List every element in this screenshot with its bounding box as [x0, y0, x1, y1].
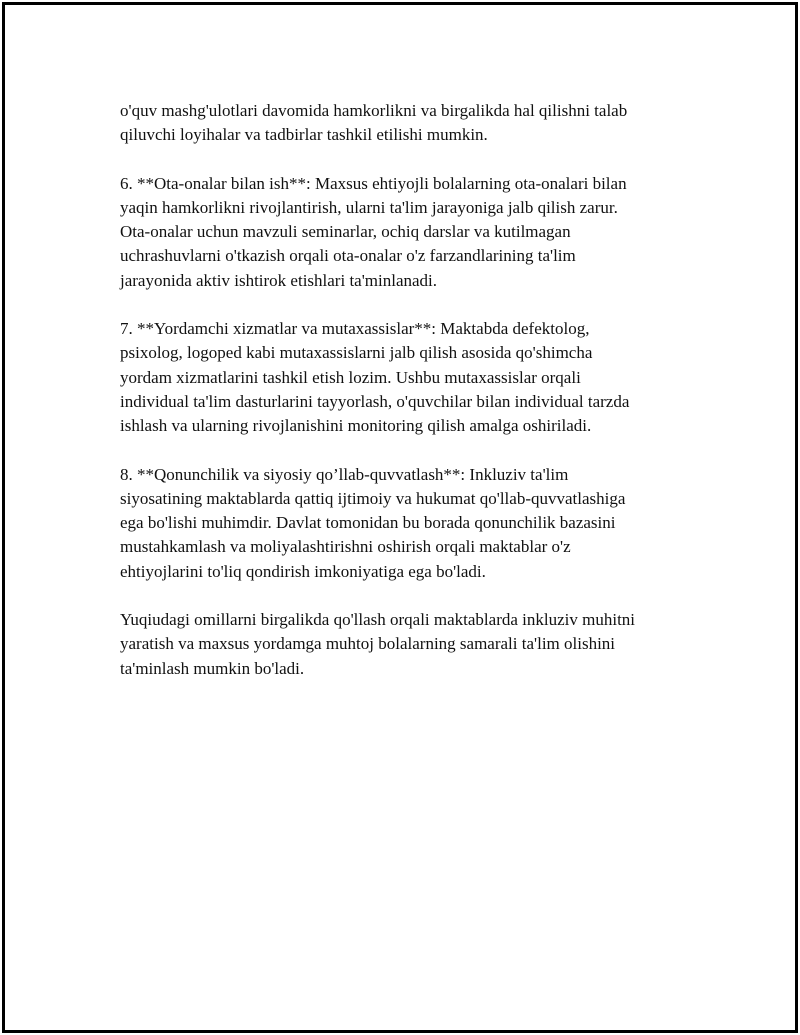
- paragraph-support-services: 7. **Yordamchi xizmatlar va mutaxassislar**: Maktabda defektolog, psixolog, logoped kabi mutaxassislarni jalb qilish asosida qo'shimcha yordam xizmatlarini tashkil etish lozim. Ushbu mutaxassislar orqali individual ta'lim dasturlarini tayyorlash, o'quvchilar bilan individual tarzda ishlash va ularning rivojlanishini monitoring qilish amalga oshiriladi.: [120, 319, 630, 436]
- page-frame: [2, 2, 798, 1033]
- document-body: [120, 99, 700, 705]
- paragraph-conclusion: Yuqiudagi omillarni birgalikda qo'llash orqali maktablarda inkluziv muhitni yaratish va maxsus yordamga muhtoj bolalarning samarali ta'lim olishini ta'minlash mumkin bo'ladi.: [120, 610, 636, 678]
- paragraph-parents-work: 6. **Ota-onalar bilan ish**: Maxsus ehtiyojli bolalarning ota-onalari bilan yaqin hamkorlikni rivojlantirish, ularni ta'lim jarayoniga jalb qilish zarur. Ota-onalar uchun mavzuli seminarlar, ochiq darslar va kutilmagan uchrashuvlarni o'tkazish orqali ota-onalar o'z farzandlarining ta'lim jarayonida aktiv ishtirok etishlari ta'minlanadi.: [120, 173, 627, 290]
- paragraph-continuation: o'quv mashg'ulotlari davomida hamkorlikni va birgalikda hal qilishni talab qiluvchi loyihalar va tadbirlar tashkil etilishi mumkin.: [120, 101, 628, 145]
- paragraph-legislation: 8. **Qonunchilik va siyosiy qo’llab-quvvatlash**: Inkluziv ta'lim siyosatining maktablarda qattiq ijtimoiy va hukumat qo'llab-quvvatlashiga ega bo'lishi muhimdir. Davlat tomonidan bu borada qonunchilik bazasini mustahkamlash va moliyalashtirishni oshirish orqali maktablar o'z ehtiyojlarini to'liq qondirish imkoniyatiga ega bo'ladi.: [120, 464, 626, 581]
